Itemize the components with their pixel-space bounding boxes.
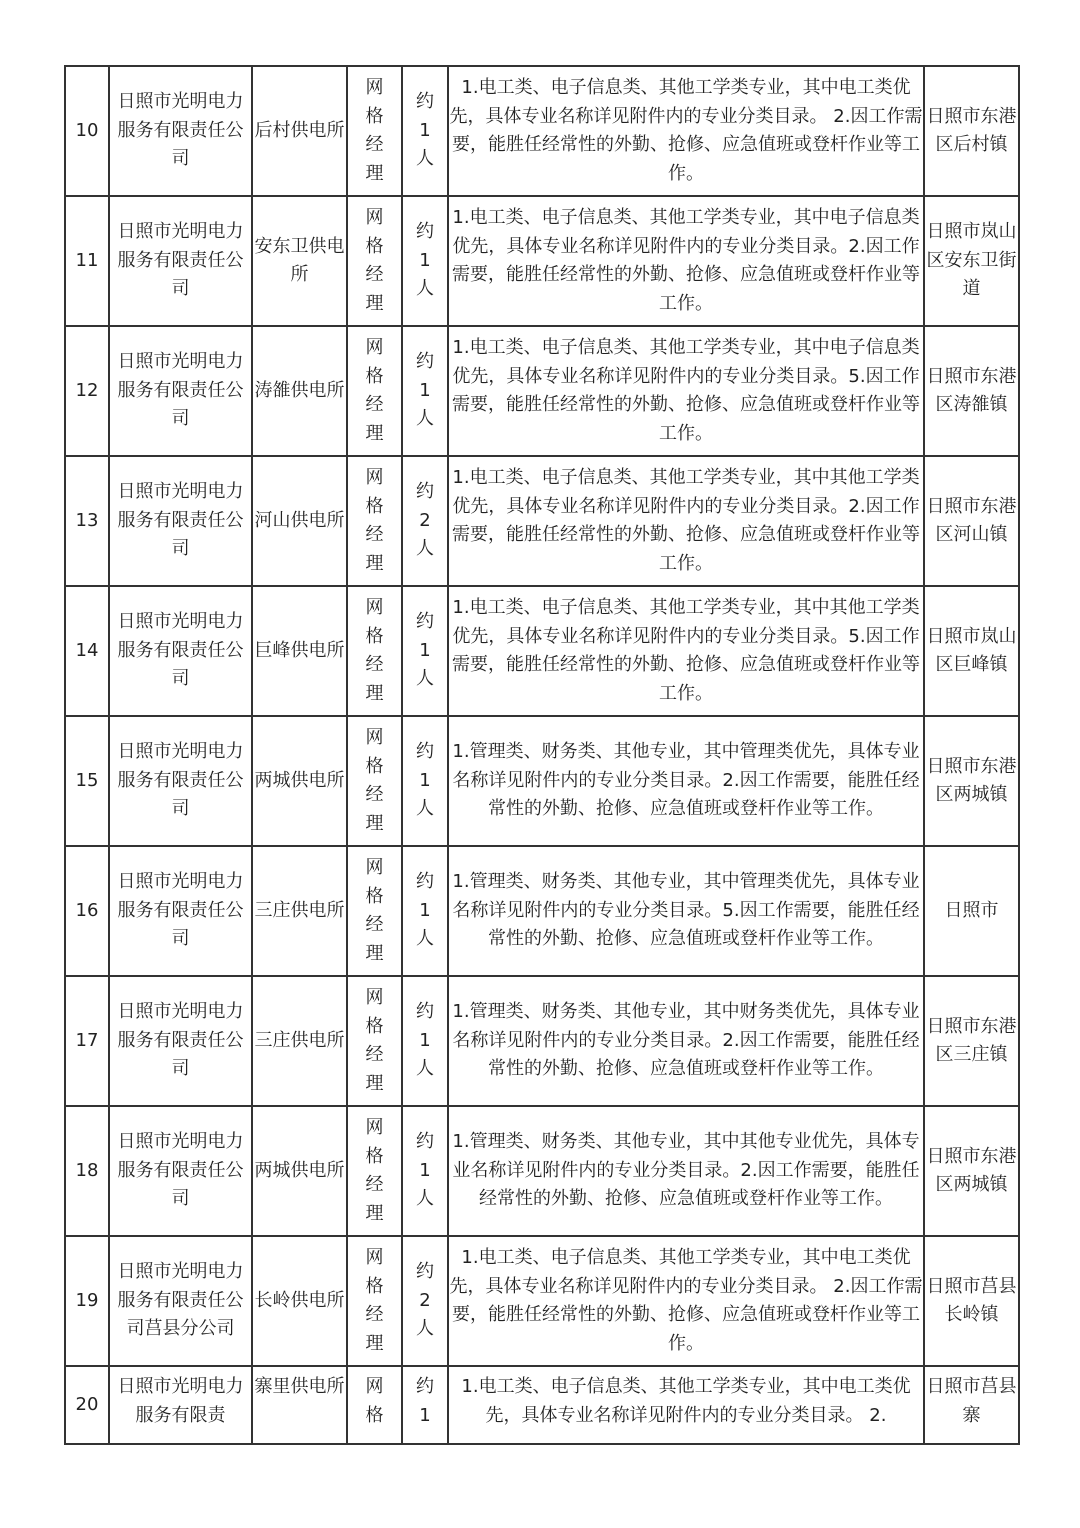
count-text: 约1人	[416, 1001, 434, 1080]
row-number: 13	[66, 457, 110, 587]
row-number: 12	[66, 327, 110, 457]
location-cell: 日照市东港区涛雒镇	[925, 327, 1020, 457]
row-number: 15	[66, 717, 110, 847]
table-row	[66, 327, 1020, 457]
location-cell: 日照市东港区后村镇	[925, 67, 1020, 197]
table-row	[66, 587, 1020, 717]
requirement-cell: 1.管理类、财务类、其他专业，其中管理类优先，具体专业名称详见附件内的专业分类目录。5.因工作需要，能胜任经常性的外勤、抢修、应急值班或登杆作业等工作。	[449, 847, 925, 977]
position-cell	[348, 197, 403, 327]
company-cell: 日照市光明电力服务有限责任公司	[110, 977, 253, 1107]
company-cell: 日照市光明电力服务有限责任公司	[110, 197, 253, 327]
count-text: 约1人	[416, 221, 434, 300]
company-cell: 日照市光明电力服务有限责任公司	[110, 847, 253, 977]
count-cell	[403, 67, 449, 197]
table-row	[66, 457, 1020, 587]
recruitment-table	[64, 65, 1020, 1445]
location-cell: 日照市莒县 寨	[925, 1367, 1020, 1445]
position-text: 网格经理	[365, 77, 384, 184]
requirement-cell: 1.电工类、电子信息类、其他工学类专业，其中电工类优先，具体专业名称详见附件内的专业分类目录。 2.因工作需要，能胜任经常性的外勤、抢修、应急值班或登杆作业等工作。	[449, 67, 925, 197]
requirement-cell: 1.电工类、电子信息类、其他工学类专业，其中电工类优先，具体专业名称详见附件内的专业分类目录。 2.	[449, 1367, 925, 1445]
position-cell	[348, 1107, 403, 1237]
location-cell: 日照市岚山区安东卫街道	[925, 197, 1020, 327]
company-cell: 日照市光明电力服务有限责任公司	[110, 327, 253, 457]
position-cell	[348, 67, 403, 197]
location-cell: 日照市	[925, 847, 1020, 977]
row-number: 16	[66, 847, 110, 977]
location-cell: 日照市莒县 长岭镇	[925, 1237, 1020, 1367]
table-row	[66, 977, 1020, 1107]
position-cell	[348, 847, 403, 977]
org-cell: 河山供电所	[253, 457, 348, 587]
count-cell	[403, 1237, 449, 1367]
position-text: 网格经理	[365, 207, 384, 314]
requirement-cell: 1.电工类、电子信息类、其他工学类专业，其中其他工学类优先，具体专业名称详见附件内的专业分类目录。5.因工作需要，能胜任经常性的外勤、抢修、应急值班或登杆作业等工作。	[449, 587, 925, 717]
row-number: 10	[66, 67, 110, 197]
count-text: 约1人	[416, 741, 434, 820]
row-number: 18	[66, 1107, 110, 1237]
count-cell	[403, 1107, 449, 1237]
count-cell	[403, 1367, 449, 1445]
location-cell: 日照市岚山区巨峰镇	[925, 587, 1020, 717]
requirement-cell: 1.电工类、电子信息类、其他工学类专业，其中电子信息类优先，具体专业名称详见附件内的专业分类目录。2.因工作需要，能胜任经常性的外勤、抢修、应急值班或登杆作业等工作。	[449, 197, 925, 327]
count-text: 约1	[416, 1376, 434, 1426]
requirement-cell: 1.管理类、财务类、其他专业，其中其他专业优先，具体专业名称详见附件内的专业分类目录。2.因工作需要，能胜任经常性的外勤、抢修、应急值班或登杆作业等工作。	[449, 1107, 925, 1237]
location-cell: 日照市东港区三庄镇	[925, 977, 1020, 1107]
location-cell: 日照市东港区两城镇	[925, 717, 1020, 847]
table-row	[66, 847, 1020, 977]
company-cell: 日照市光明电力服务有限责	[110, 1367, 253, 1445]
requirement-cell: 1.管理类、财务类、其他专业，其中财务类优先，具体专业名称详见附件内的专业分类目录。2.因工作需要，能胜任经常性的外勤、抢修、应急值班或登杆作业等工作。	[449, 977, 925, 1107]
org-cell: 后村供电所	[253, 67, 348, 197]
row-number: 20	[66, 1367, 110, 1445]
requirement-cell: 1.管理类、财务类、其他专业，其中管理类优先，具体专业名称详见附件内的专业分类目录。2.因工作需要，能胜任经常性的外勤、抢修、应急值班或登杆作业等工作。	[449, 717, 925, 847]
company-cell: 日照市光明电力服务有限责任公司	[110, 587, 253, 717]
company-cell: 日照市光明电力服务有限责任公司	[110, 67, 253, 197]
location-cell: 日照市东港区河山镇	[925, 457, 1020, 587]
position-text: 网格经理	[365, 597, 384, 704]
org-cell: 三庄供电所	[253, 977, 348, 1107]
position-text: 网格经理	[365, 337, 384, 444]
org-cell: 安东卫供电所	[253, 197, 348, 327]
position-text: 网格经理	[365, 727, 384, 834]
count-text: 约1人	[416, 91, 434, 170]
position-text: 网格经理	[365, 987, 384, 1094]
table-row	[66, 197, 1020, 327]
position-cell	[348, 327, 403, 457]
row-number: 19	[66, 1237, 110, 1367]
position-text: 网格经理	[365, 857, 384, 964]
requirement-cell: 1.电工类、电子信息类、其他工学类专业，其中电工类优先，具体专业名称详见附件内的专业分类目录。 2.因工作需要，能胜任经常性的外勤、抢修、应急值班或登杆作业等工作。	[449, 1237, 925, 1367]
table-row	[66, 717, 1020, 847]
requirement-cell: 1.电工类、电子信息类、其他工学类专业，其中其他工学类优先，具体专业名称详见附件内的专业分类目录。2.因工作需要，能胜任经常性的外勤、抢修、应急值班或登杆作业等工作。	[449, 457, 925, 587]
org-cell: 巨峰供电所	[253, 587, 348, 717]
org-cell: 长岭供电所	[253, 1237, 348, 1367]
count-cell	[403, 977, 449, 1107]
position-cell	[348, 1367, 403, 1445]
position-cell	[348, 587, 403, 717]
org-cell: 寨里供电所	[253, 1367, 348, 1445]
company-cell: 日照市光明电力服务有限责任公司	[110, 1107, 253, 1237]
position-text: 网格经理	[365, 467, 384, 574]
position-text: 网格	[365, 1376, 384, 1426]
count-cell	[403, 457, 449, 587]
location-cell: 日照市东港区两城镇	[925, 1107, 1020, 1237]
page-bottom-margin	[0, 1440, 1080, 1528]
count-cell	[403, 197, 449, 327]
org-cell: 两城供电所	[253, 717, 348, 847]
count-text: 约1人	[416, 611, 434, 690]
position-cell	[348, 717, 403, 847]
position-cell	[348, 977, 403, 1107]
company-cell: 日照市光明电力服务有限责任公司	[110, 717, 253, 847]
count-cell	[403, 327, 449, 457]
count-text: 约2人	[416, 1261, 434, 1340]
company-cell: 日照市光明电力服务有限责任公司莒县分公司	[110, 1237, 253, 1367]
table-row	[66, 1237, 1020, 1367]
requirement-cell: 1.电工类、电子信息类、其他工学类专业，其中电子信息类优先，具体专业名称详见附件内的专业分类目录。5.因工作需要，能胜任经常性的外勤、抢修、应急值班或登杆作业等工作。	[449, 327, 925, 457]
table-row	[66, 1107, 1020, 1237]
position-cell	[348, 1237, 403, 1367]
count-text: 约2人	[416, 481, 434, 560]
table-row	[66, 67, 1020, 197]
count-text: 约1人	[416, 871, 434, 950]
org-cell: 三庄供电所	[253, 847, 348, 977]
org-cell: 涛雒供电所	[253, 327, 348, 457]
count-text: 约1人	[416, 351, 434, 430]
table-row	[66, 1367, 1020, 1445]
count-cell	[403, 587, 449, 717]
count-text: 约1人	[416, 1131, 434, 1210]
org-cell: 两城供电所	[253, 1107, 348, 1237]
count-cell	[403, 717, 449, 847]
position-text: 网格经理	[365, 1117, 384, 1224]
row-number: 17	[66, 977, 110, 1107]
position-text: 网格经理	[365, 1247, 384, 1354]
count-cell	[403, 847, 449, 977]
row-number: 14	[66, 587, 110, 717]
company-cell: 日照市光明电力服务有限责任公司	[110, 457, 253, 587]
position-cell	[348, 457, 403, 587]
row-number: 11	[66, 197, 110, 327]
